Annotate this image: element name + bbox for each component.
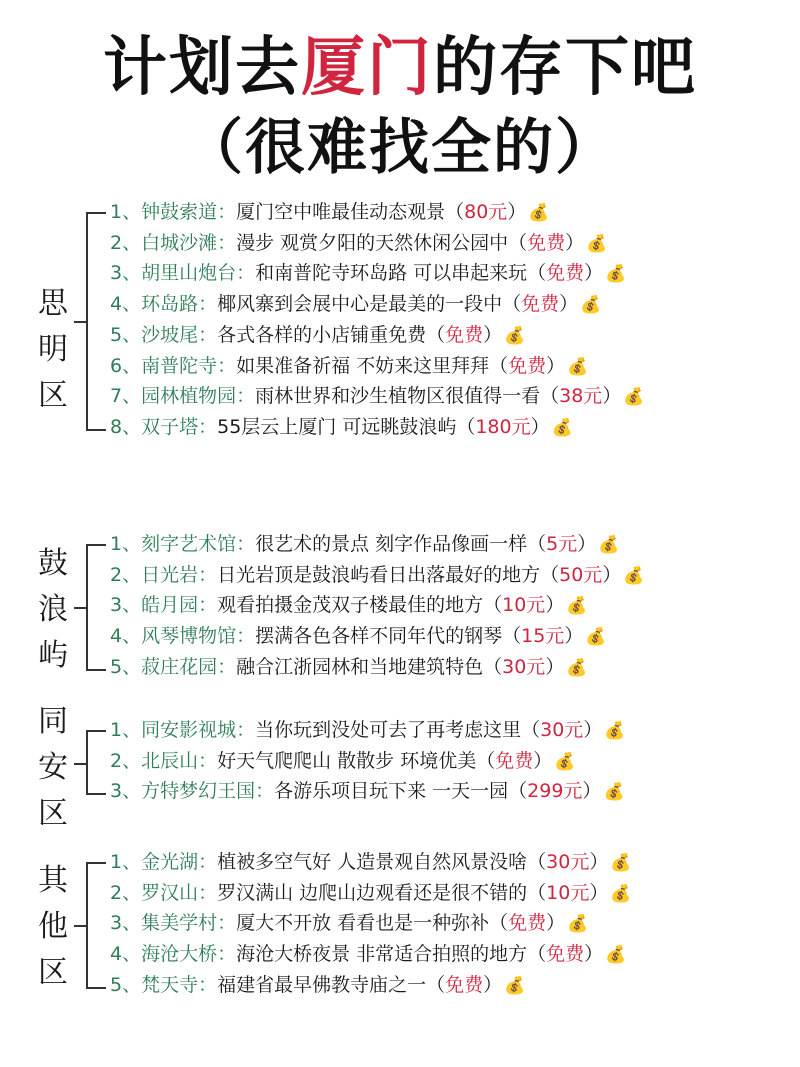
item-description: 罗汉满山 边爬山边观看还是很不错的（	[217, 881, 547, 904]
item-number: 4、	[110, 943, 142, 966]
attraction-item	[104, 652, 588, 682]
region-char: 浪	[38, 592, 68, 627]
item-number: 5、	[110, 655, 142, 678]
item-paren: ）	[602, 563, 622, 586]
item-price: 38元	[559, 385, 603, 408]
item-number: 1、	[110, 851, 142, 873]
item-price: 10元	[502, 594, 546, 617]
item-name: 北辰山：	[141, 749, 218, 772]
item-number: 3、	[110, 912, 142, 935]
region-bracket	[86, 212, 106, 431]
attraction-item	[104, 197, 550, 227]
item-number: 6、	[110, 354, 142, 377]
item-price: 免费	[508, 354, 547, 377]
item-description: 漫步 观赏夕阳的天然休闲公园中（	[236, 231, 528, 254]
item-number: 3、	[110, 594, 142, 617]
item-description: 椰风寨到会展中心是最美的一段中（	[217, 293, 522, 316]
money-bag-icon: 💰	[566, 657, 588, 678]
item-paren: ）	[584, 943, 604, 966]
item-price: 免费	[445, 973, 484, 996]
item-description: 当你玩到没处可去了再考虑这里（	[255, 719, 541, 741]
region-bracket	[86, 862, 106, 989]
item-paren: ）	[546, 354, 566, 377]
region-label	[28, 286, 78, 427]
money-bag-icon: 💰	[566, 596, 588, 617]
attraction-item	[104, 381, 645, 411]
attraction-item	[104, 560, 645, 590]
item-price: 30元	[546, 851, 590, 873]
item-price: 299元	[527, 780, 583, 803]
item-number: 3、	[110, 780, 142, 803]
money-bag-icon: 💰	[605, 945, 627, 966]
item-paren: ）	[564, 625, 584, 648]
item-description: 很艺术的景点 刻字作品像画一样（	[255, 533, 547, 555]
region-char: 安	[38, 750, 68, 785]
item-name: 日光岩：	[141, 563, 218, 586]
attraction-item	[104, 939, 626, 969]
item-description: 雨林世界和沙生植物区很值得一看（	[255, 385, 560, 408]
item-paren: ）	[533, 749, 553, 772]
item-paren: ）	[546, 912, 566, 935]
region-char: 区	[38, 955, 68, 990]
money-bag-icon: 💰	[528, 203, 550, 223]
attraction-item	[104, 351, 588, 381]
money-bag-icon: 💰	[610, 853, 632, 873]
money-bag-icon: 💰	[586, 233, 608, 254]
attraction-item	[104, 746, 575, 776]
item-number: 4、	[110, 625, 142, 648]
region-label	[28, 546, 78, 687]
item-paren: ）	[589, 851, 609, 873]
item-name: 皓月园：	[141, 594, 218, 617]
money-bag-icon: 💰	[604, 721, 626, 741]
item-description: 日光岩顶是鼓浪屿看日出落最好的地方（	[217, 563, 560, 586]
item-number: 1、	[110, 719, 142, 741]
page-title	[0, 31, 800, 105]
item-paren: ）	[584, 262, 604, 285]
item-number: 5、	[110, 973, 142, 996]
item-paren: ）	[577, 533, 597, 555]
item-description: 厦门空中唯最佳动态观景（	[236, 201, 465, 223]
page-subtitle: （很难找全的）	[183, 113, 617, 183]
item-number: 7、	[110, 385, 142, 408]
region-char: 思	[38, 286, 68, 321]
item-number: 5、	[110, 323, 142, 346]
item-description: 植被多空气好 人造景观自然风景没啥（	[217, 851, 547, 873]
attraction-item	[104, 320, 525, 350]
attraction-item	[104, 847, 632, 877]
item-number: 2、	[110, 881, 142, 904]
attraction-item	[104, 715, 626, 745]
attraction-item	[104, 412, 573, 442]
item-name: 钟鼓索道：	[141, 201, 237, 223]
title-suffix: 的存下吧	[433, 31, 697, 105]
region-char: 明	[38, 332, 68, 367]
item-name: 沙坡尾：	[141, 323, 218, 346]
item-description: 福建省最早佛教寺庙之一（	[217, 973, 446, 996]
item-name: 海沧大桥：	[141, 943, 237, 966]
money-bag-icon: 💰	[551, 417, 573, 438]
money-bag-icon: 💰	[567, 356, 589, 377]
item-number: 2、	[110, 231, 142, 254]
item-paren: ）	[483, 323, 503, 346]
money-bag-icon: 💰	[554, 751, 576, 772]
item-number: 3、	[110, 262, 142, 285]
item-description: 融合江浙园林和当地建筑特色（	[236, 655, 503, 678]
item-description: 55层云上厦门 可远眺鼓浪屿（	[217, 415, 476, 438]
region-label	[28, 863, 78, 1004]
attraction-item	[104, 878, 632, 908]
item-paren: ）	[545, 594, 565, 617]
item-name: 风琴博物馆：	[141, 625, 256, 648]
item-name: 集美学村：	[141, 912, 237, 935]
item-number: 2、	[110, 749, 142, 772]
item-name: 同安影视城：	[141, 719, 256, 741]
item-name: 南普陀寺：	[141, 354, 237, 377]
item-description: 摆满各色各样不同年代的钢琴（	[255, 625, 522, 648]
item-name: 梵天寺：	[141, 973, 218, 996]
attraction-item	[104, 228, 607, 258]
attraction-item	[104, 621, 607, 651]
item-paren: ）	[589, 881, 609, 904]
attraction-item	[104, 590, 588, 620]
item-paren: ）	[530, 415, 550, 438]
item-name: 环岛路：	[141, 293, 218, 316]
item-price: 免费	[495, 749, 534, 772]
money-bag-icon: 💰	[567, 914, 589, 935]
item-price: 10元	[546, 881, 590, 904]
item-price: 5元	[546, 533, 578, 555]
region-char: 鼓	[38, 546, 68, 581]
item-price: 50元	[559, 563, 603, 586]
item-name: 罗汉山：	[141, 881, 218, 904]
item-name: 方特梦幻王国：	[141, 780, 275, 803]
item-paren: ）	[583, 719, 603, 741]
title-highlight-xiamen: 厦门	[301, 31, 433, 105]
region-label	[28, 704, 78, 845]
item-description: 好天气爬爬山 散散步 环境优美（	[217, 749, 496, 772]
item-description: 各游乐项目玩下来 一天一园（	[274, 780, 528, 803]
money-bag-icon: 💰	[504, 325, 526, 346]
item-description: 如果准备祈福 不妨来这里拜拜（	[236, 354, 509, 377]
item-paren: ）	[483, 973, 503, 996]
money-bag-icon: 💰	[623, 565, 645, 586]
attraction-item	[104, 258, 626, 288]
item-paren: ）	[582, 780, 602, 803]
attraction-item	[104, 289, 601, 319]
item-name: 白城沙滩：	[141, 231, 237, 254]
title-prefix: 计划去	[103, 31, 301, 105]
item-number: 1、	[110, 533, 142, 555]
item-description: 海沧大桥夜景 非常适合拍照的地方（	[236, 943, 547, 966]
region-char: 区	[38, 796, 68, 831]
item-name: 园林植物园：	[141, 385, 256, 408]
item-description: 观看拍摄金茂双子楼最佳的地方（	[217, 594, 503, 617]
money-bag-icon: 💰	[580, 295, 602, 316]
region-char: 其	[38, 863, 68, 898]
attraction-item	[104, 970, 525, 1000]
item-paren: ）	[559, 293, 579, 316]
item-paren: ）	[602, 385, 622, 408]
item-description: 各式各样的小店铺重免费（	[217, 323, 446, 346]
money-bag-icon: 💰	[610, 883, 632, 904]
item-description: 和南普陀寺环岛路 可以串起来玩（	[255, 262, 547, 285]
money-bag-icon: 💰	[603, 782, 625, 803]
money-bag-icon: 💰	[585, 627, 607, 648]
region-char: 屿	[38, 638, 68, 673]
item-price: 30元	[502, 655, 546, 678]
item-price: 80元	[464, 201, 508, 223]
item-name: 金光湖：	[141, 851, 218, 873]
region-char: 同	[38, 704, 68, 739]
item-paren: ）	[545, 655, 565, 678]
item-number: 4、	[110, 293, 142, 316]
item-name: 刻字艺术馆：	[141, 533, 256, 555]
item-price: 免费	[546, 943, 585, 966]
item-description: 厦大不开放 看看也是一种弥补（	[236, 912, 509, 935]
item-price: 免费	[445, 323, 484, 346]
region-bracket	[86, 730, 106, 795]
item-price: 免费	[508, 912, 547, 935]
attraction-item	[104, 908, 588, 938]
region-bracket	[86, 544, 106, 671]
attraction-item	[104, 776, 625, 806]
attraction-item	[104, 529, 619, 559]
region-char: 区	[38, 378, 68, 413]
item-number: 1、	[110, 201, 142, 223]
item-paren: ）	[507, 201, 527, 223]
money-bag-icon: 💰	[504, 975, 526, 996]
item-price: 免费	[546, 262, 585, 285]
item-price: 免费	[521, 293, 560, 316]
region-char: 他	[38, 909, 68, 944]
item-price: 30元	[540, 719, 584, 741]
item-name: 胡里山炮台：	[141, 262, 256, 285]
money-bag-icon: 💰	[598, 535, 620, 555]
item-price: 180元	[475, 415, 531, 438]
item-name: 菽庄花园：	[141, 655, 237, 678]
item-name: 双子塔：	[141, 415, 218, 438]
item-price: 15元	[521, 625, 565, 648]
item-price: 免费	[527, 231, 566, 254]
money-bag-icon: 💰	[605, 264, 627, 285]
item-paren: ）	[565, 231, 585, 254]
item-number: 2、	[110, 563, 142, 586]
item-number: 8、	[110, 415, 142, 438]
money-bag-icon: 💰	[623, 387, 645, 408]
